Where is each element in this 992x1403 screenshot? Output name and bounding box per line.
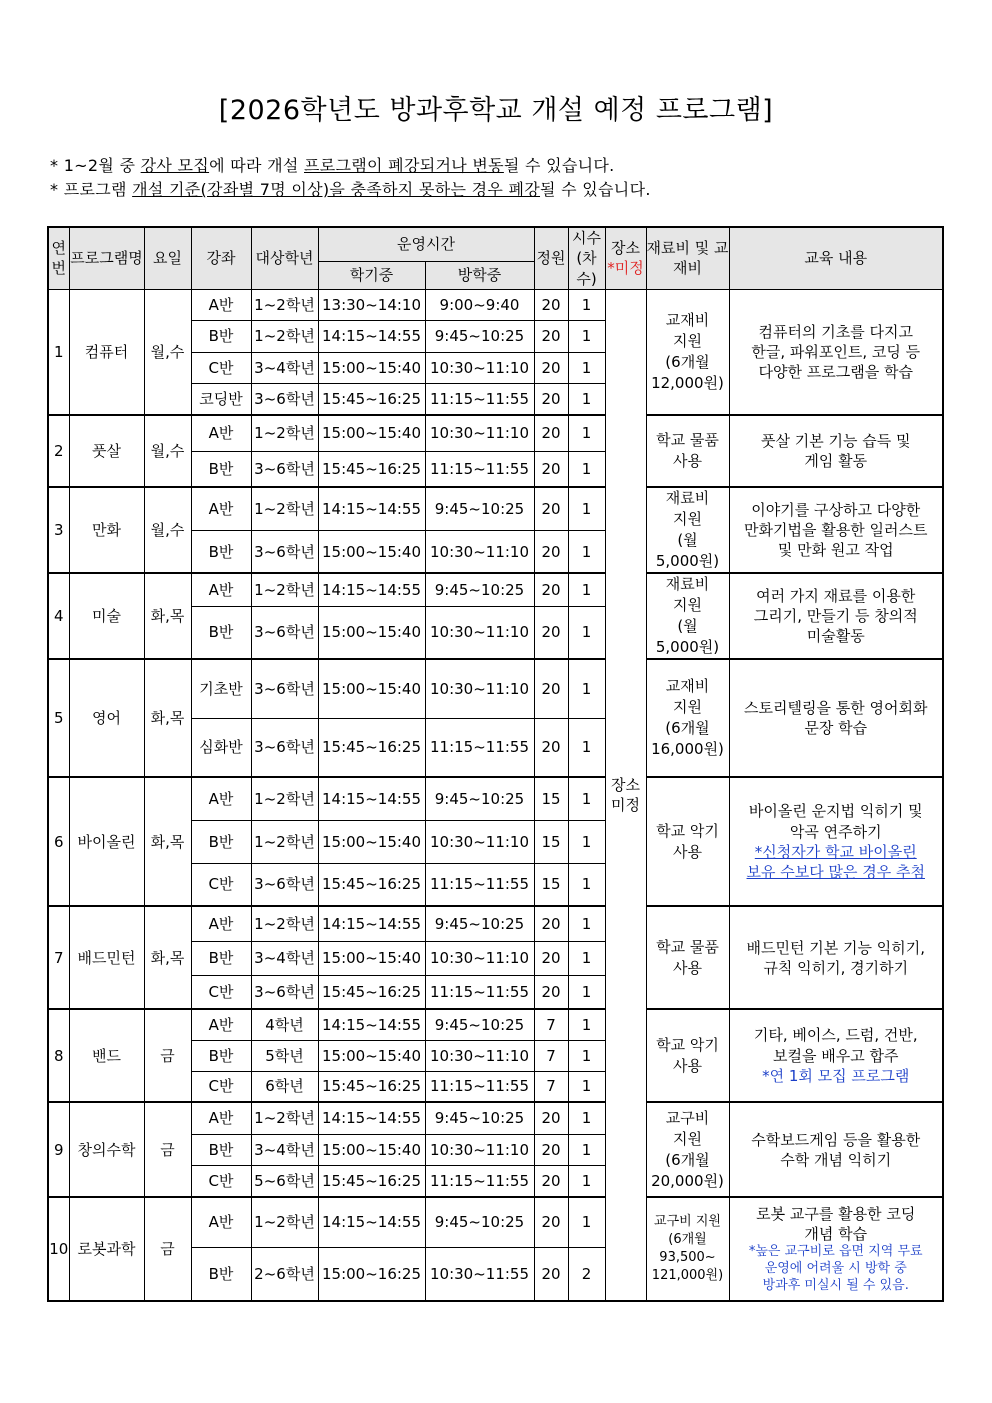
- target-grade: 1~2학년: [251, 777, 318, 820]
- program-number: 5: [48, 659, 69, 777]
- content-text: 배드민턴 기본 기능 익히기, 규칙 익히기, 경기하기: [746, 938, 925, 977]
- header-time: 운영시간: [318, 227, 534, 261]
- header-program: 프로그램명: [69, 227, 144, 289]
- header-content: 교육 내용: [729, 227, 943, 289]
- session-count: 1: [568, 820, 605, 863]
- material-cost: 교구비 지원 (6개월 93,500~ 121,000원): [646, 1197, 729, 1301]
- header-place: [605, 227, 646, 289]
- target-grade: 1~2학년: [251, 1102, 318, 1134]
- semester-time: 15:45~16:25: [318, 718, 425, 777]
- table-row: [48, 415, 943, 451]
- class-name: B반: [191, 451, 251, 487]
- capacity: 7: [534, 1009, 568, 1040]
- content-text: 풋살 기본 기능 습득 및 게임 활동: [761, 432, 911, 471]
- capacity: 20: [534, 531, 568, 573]
- notice-bullet: *: [50, 180, 64, 199]
- material-cost: 학교 물품 사용: [646, 415, 729, 487]
- content-note: *신청자가 학교 바이올린 보유 수보다 많은 경우 추첨: [746, 842, 925, 881]
- program-name: 밴드: [69, 1009, 144, 1102]
- notice-text: 1~2월 중: [63, 156, 141, 175]
- education-content: [729, 777, 943, 906]
- page-title: [2026학년도 방과후학교 개설 예정 프로그램]: [218, 95, 774, 126]
- program-name: 만화: [69, 487, 144, 573]
- target-grade: 5학년: [251, 1040, 318, 1071]
- semester-time: 15:00~15:40: [318, 531, 425, 573]
- header-vacation: 방학중: [425, 261, 534, 289]
- education-content: [729, 1009, 943, 1102]
- content-text: 바이올린 운지법 익히기 및 악곡 연주하기: [748, 802, 923, 841]
- header-day: 요일: [144, 227, 191, 289]
- class-name: A반: [191, 573, 251, 606]
- session-count: 1: [568, 1197, 605, 1247]
- education-content: [729, 1102, 943, 1197]
- material-cost: 학교 물품 사용: [646, 906, 729, 1009]
- notice-bullet: *: [50, 156, 64, 175]
- target-grade: 3~4학년: [251, 941, 318, 975]
- content-text: 컴퓨터의 기초를 다지고 한글, 파워포인트, 코딩 등 다양한 프로그램을 학습: [751, 322, 921, 382]
- capacity: 20: [534, 941, 568, 975]
- program-rows: [48, 289, 943, 1301]
- semester-time: 15:00~15:40: [318, 415, 425, 451]
- table-row: [48, 1102, 943, 1134]
- class-name: B반: [191, 606, 251, 659]
- session-count: 1: [568, 383, 605, 415]
- capacity: 15: [534, 777, 568, 820]
- session-count: 1: [568, 941, 605, 975]
- semester-time: 14:15~14:55: [318, 320, 425, 352]
- material-cost: 교재비 지원 (6개월 16,000원): [646, 659, 729, 777]
- capacity: 20: [534, 1102, 568, 1134]
- content-note: *연 1회 모집 프로그램: [762, 1066, 910, 1085]
- vacation-time: 9:00~9:40: [425, 289, 534, 320]
- target-grade: 3~6학년: [251, 659, 318, 718]
- material-cost: 교구비 지원 (6개월 20,000원): [646, 1102, 729, 1197]
- program-day: 금: [144, 1197, 191, 1301]
- target-grade: 3~4학년: [251, 352, 318, 383]
- capacity: 15: [534, 863, 568, 906]
- target-grade: 1~2학년: [251, 1197, 318, 1247]
- program-name: 풋살: [69, 415, 144, 487]
- target-grade: 3~6학년: [251, 451, 318, 487]
- table-row: [48, 289, 943, 320]
- capacity: 20: [534, 415, 568, 451]
- vacation-time: 9:45~10:25: [425, 1197, 534, 1247]
- program-day: 금: [144, 1102, 191, 1197]
- session-count: 1: [568, 1134, 605, 1165]
- capacity: 20: [534, 1165, 568, 1197]
- notice-text: 될 수 있습니다.: [503, 156, 615, 175]
- target-grade: 3~6학년: [251, 975, 318, 1009]
- class-name: 기초반: [191, 659, 251, 718]
- capacity: 20: [534, 451, 568, 487]
- material-cost: 학교 악기 사용: [646, 1009, 729, 1102]
- capacity: 20: [534, 1247, 568, 1301]
- program-name: 컴퓨터: [69, 289, 144, 415]
- capacity: 7: [534, 1040, 568, 1071]
- capacity: 20: [534, 320, 568, 352]
- table-row: [48, 777, 943, 820]
- material-cost: 학교 악기 사용: [646, 777, 729, 906]
- session-count: 1: [568, 718, 605, 777]
- notice-underlined: 개설 기준(강좌별 7명 이상)을 충족하지 못하는 경우 폐강: [132, 180, 541, 199]
- program-name: 바이올린: [69, 777, 144, 906]
- semester-time: 15:00~15:40: [318, 1040, 425, 1071]
- program-number: 4: [48, 573, 69, 659]
- semester-time: 15:00~15:40: [318, 606, 425, 659]
- class-name: B반: [191, 1247, 251, 1301]
- notice-line-1: [50, 153, 615, 176]
- vacation-time: 10:30~11:10: [425, 659, 534, 718]
- session-count: 1: [568, 415, 605, 451]
- table-row: [48, 573, 943, 606]
- class-name: A반: [191, 1009, 251, 1040]
- vacation-time: 9:45~10:25: [425, 320, 534, 352]
- header-capacity: 정원: [534, 227, 568, 289]
- class-name: 코딩반: [191, 383, 251, 415]
- header-material: 재료비 및 교재비: [646, 227, 729, 289]
- target-grade: 6학년: [251, 1071, 318, 1102]
- content-text: 스토리텔링을 통한 영어회화 문장 학습: [744, 699, 928, 738]
- session-count: 1: [568, 352, 605, 383]
- vacation-time: 10:30~11:10: [425, 415, 534, 451]
- class-name: B반: [191, 820, 251, 863]
- semester-time: 15:45~16:25: [318, 1071, 425, 1102]
- target-grade: 2~6학년: [251, 1247, 318, 1301]
- semester-time: 15:00~15:40: [318, 1134, 425, 1165]
- class-name: A반: [191, 487, 251, 531]
- header-grade: 대상학년: [251, 227, 318, 289]
- target-grade: 3~6학년: [251, 606, 318, 659]
- program-name: 창의수학: [69, 1102, 144, 1197]
- program-day: 월,수: [144, 289, 191, 415]
- vacation-time: 11:15~11:55: [425, 1165, 534, 1197]
- class-name: B반: [191, 941, 251, 975]
- semester-time: 14:15~14:55: [318, 487, 425, 531]
- target-grade: 1~2학년: [251, 573, 318, 606]
- class-name: B반: [191, 1134, 251, 1165]
- session-count: 1: [568, 975, 605, 1009]
- class-name: B반: [191, 320, 251, 352]
- session-count: 1: [568, 320, 605, 352]
- session-count: 1: [568, 863, 605, 906]
- class-name: A반: [191, 1197, 251, 1247]
- capacity: 20: [534, 906, 568, 941]
- capacity: 20: [534, 659, 568, 718]
- header-place-note: *미정: [607, 259, 644, 278]
- vacation-time: 9:45~10:25: [425, 1009, 534, 1040]
- session-count: 1: [568, 606, 605, 659]
- program-day: 금: [144, 1009, 191, 1102]
- program-number: 8: [48, 1009, 69, 1102]
- session-count: 1: [568, 487, 605, 531]
- education-content: [729, 289, 943, 415]
- notice-text: 될 수 있습니다.: [540, 180, 651, 199]
- semester-time: 15:45~16:25: [318, 451, 425, 487]
- capacity: 20: [534, 975, 568, 1009]
- vacation-time: 10:30~11:10: [425, 1134, 534, 1165]
- target-grade: 1~2학년: [251, 320, 318, 352]
- semester-time: 15:00~15:40: [318, 820, 425, 863]
- class-name: B반: [191, 531, 251, 573]
- semester-time: 14:15~14:55: [318, 906, 425, 941]
- target-grade: 3~4학년: [251, 1134, 318, 1165]
- semester-time: 15:00~15:40: [318, 352, 425, 383]
- class-name: A반: [191, 415, 251, 451]
- semester-time: 15:45~16:25: [318, 863, 425, 906]
- semester-time: 14:15~14:55: [318, 1102, 425, 1134]
- program-day: 월,수: [144, 415, 191, 487]
- vacation-time: 10:30~11:10: [425, 941, 534, 975]
- semester-time: 15:45~16:25: [318, 383, 425, 415]
- session-count: 1: [568, 1071, 605, 1102]
- semester-time: 15:00~16:25: [318, 1247, 425, 1301]
- class-name: C반: [191, 352, 251, 383]
- notice-underlined: 프로그램이 폐강되거나 변동: [304, 156, 504, 175]
- capacity: 20: [534, 289, 568, 320]
- semester-time: 14:15~14:55: [318, 777, 425, 820]
- session-count: 1: [568, 906, 605, 941]
- target-grade: 1~2학년: [251, 487, 318, 531]
- session-count: 1: [568, 451, 605, 487]
- header-sessions: 시수(차수): [568, 227, 605, 289]
- class-name: A반: [191, 1102, 251, 1134]
- program-table: [47, 226, 944, 1302]
- table-row: [48, 659, 943, 718]
- content-text: 로봇 교구를 활용한 코딩 개념 학습: [756, 1204, 916, 1243]
- semester-time: 15:45~16:25: [318, 975, 425, 1009]
- vacation-time: 11:15~11:55: [425, 863, 534, 906]
- program-number: 9: [48, 1102, 69, 1197]
- session-count: 1: [568, 573, 605, 606]
- target-grade: 1~2학년: [251, 820, 318, 863]
- vacation-time: 10:30~11:55: [425, 1247, 534, 1301]
- education-content: [729, 906, 943, 1009]
- header-semester: 학기중: [318, 261, 425, 289]
- material-cost: 교재비 지원 (6개월 12,000원): [646, 289, 729, 415]
- vacation-time: 11:15~11:55: [425, 383, 534, 415]
- target-grade: 3~6학년: [251, 383, 318, 415]
- content-text: 여러 가지 재료를 이용한 그리기, 만들기 등 창의적 미술활동: [753, 586, 918, 646]
- program-name: 미술: [69, 573, 144, 659]
- education-content: [729, 415, 943, 487]
- header-class: 강좌: [191, 227, 251, 289]
- semester-time: 15:00~15:40: [318, 941, 425, 975]
- class-name: A반: [191, 289, 251, 320]
- target-grade: 1~2학년: [251, 289, 318, 320]
- vacation-time: 9:45~10:25: [425, 906, 534, 941]
- target-grade: 3~6학년: [251, 718, 318, 777]
- capacity: 20: [534, 1134, 568, 1165]
- session-count: 1: [568, 1102, 605, 1134]
- program-day: 화,목: [144, 906, 191, 1009]
- capacity: 15: [534, 820, 568, 863]
- vacation-time: 10:30~11:10: [425, 606, 534, 659]
- vacation-time: 9:45~10:25: [425, 777, 534, 820]
- education-content: [729, 659, 943, 777]
- education-content: [729, 487, 943, 573]
- semester-time: 15:00~15:40: [318, 659, 425, 718]
- vacation-time: 10:30~11:10: [425, 352, 534, 383]
- notice-line-2: [50, 177, 651, 200]
- target-grade: 3~6학년: [251, 531, 318, 573]
- material-cost: 재료비 지원 (월 5,000원): [646, 487, 729, 573]
- class-name: C반: [191, 1165, 251, 1197]
- vacation-time: 10:30~11:10: [425, 531, 534, 573]
- class-name: A반: [191, 777, 251, 820]
- target-grade: 4학년: [251, 1009, 318, 1040]
- class-name: 심화반: [191, 718, 251, 777]
- education-content: [729, 573, 943, 659]
- material-cost: 재료비 지원 (월 5,000원): [646, 573, 729, 659]
- target-grade: 3~6학년: [251, 863, 318, 906]
- program-number: 7: [48, 906, 69, 1009]
- vacation-time: 11:15~11:55: [425, 1071, 534, 1102]
- program-number: 3: [48, 487, 69, 573]
- program-number: 1: [48, 289, 69, 415]
- vacation-time: 11:15~11:55: [425, 718, 534, 777]
- notice-underlined: 강사 모집: [140, 156, 210, 175]
- program-number: 10: [48, 1197, 69, 1301]
- vacation-time: 10:30~11:10: [425, 1040, 534, 1071]
- vacation-time: 9:45~10:25: [425, 487, 534, 531]
- program-number: 6: [48, 777, 69, 906]
- program-day: 화,목: [144, 777, 191, 906]
- header-place-label: 장소: [611, 239, 640, 258]
- semester-time: 14:15~14:55: [318, 573, 425, 606]
- table-row: [48, 1197, 943, 1247]
- notice-text: 프로그램: [63, 180, 133, 199]
- semester-time: 13:30~14:10: [318, 289, 425, 320]
- program-name: 로봇과학: [69, 1197, 144, 1301]
- session-count: 1: [568, 1040, 605, 1071]
- vacation-time: 9:45~10:25: [425, 1102, 534, 1134]
- capacity: 20: [534, 1197, 568, 1247]
- vacation-time: 10:30~11:10: [425, 820, 534, 863]
- program-day: 화,목: [144, 573, 191, 659]
- target-grade: 1~2학년: [251, 906, 318, 941]
- education-content: [729, 1197, 943, 1301]
- capacity: 7: [534, 1071, 568, 1102]
- vacation-time: 9:45~10:25: [425, 573, 534, 606]
- place-cell: 장소 미정: [605, 289, 646, 1301]
- session-count: 1: [568, 531, 605, 573]
- session-count: 1: [568, 777, 605, 820]
- notice-text: 에 따라 개설: [209, 156, 305, 175]
- semester-time: 14:15~14:55: [318, 1197, 425, 1247]
- program-name: 영어: [69, 659, 144, 777]
- table-row: [48, 487, 943, 531]
- session-count: 2: [568, 1247, 605, 1301]
- capacity: 20: [534, 606, 568, 659]
- semester-time: 15:45~16:25: [318, 1165, 425, 1197]
- program-number: 2: [48, 415, 69, 487]
- class-name: B반: [191, 1040, 251, 1071]
- class-name: C반: [191, 975, 251, 1009]
- capacity: 20: [534, 718, 568, 777]
- session-count: 1: [568, 659, 605, 718]
- semester-time: 14:15~14:55: [318, 1009, 425, 1040]
- content-text: 이야기를 구상하고 다양한 만화기법을 활용한 일러스트 및 만화 원고 작업: [744, 500, 928, 560]
- target-grade: 1~2학년: [251, 415, 318, 451]
- table-row: [48, 1009, 943, 1040]
- session-count: 1: [568, 289, 605, 320]
- content-note: *높은 교구비로 읍면 지역 무료 운영에 어려울 시 방학 중 방과후 미실시 될 수 있음.: [748, 1244, 923, 1293]
- class-name: C반: [191, 1071, 251, 1102]
- capacity: 20: [534, 573, 568, 606]
- header-no: 연번: [48, 227, 69, 289]
- vacation-time: 11:15~11:55: [425, 451, 534, 487]
- capacity: 20: [534, 383, 568, 415]
- content-text: 기타, 베이스, 드럼, 건반, 보컬을 배우고 합주: [753, 1026, 918, 1065]
- capacity: 20: [534, 487, 568, 531]
- session-count: 1: [568, 1165, 605, 1197]
- program-day: 화,목: [144, 659, 191, 777]
- capacity: 20: [534, 352, 568, 383]
- content-text: 수학보드게임 등을 활용한 수학 개념 익히기: [751, 1130, 921, 1169]
- program-day: 월,수: [144, 487, 191, 573]
- session-count: 1: [568, 1009, 605, 1040]
- target-grade: 5~6학년: [251, 1165, 318, 1197]
- vacation-time: 11:15~11:55: [425, 975, 534, 1009]
- table-row: [48, 906, 943, 941]
- class-name: A반: [191, 906, 251, 941]
- class-name: C반: [191, 863, 251, 906]
- program-name: 배드민턴: [69, 906, 144, 1009]
